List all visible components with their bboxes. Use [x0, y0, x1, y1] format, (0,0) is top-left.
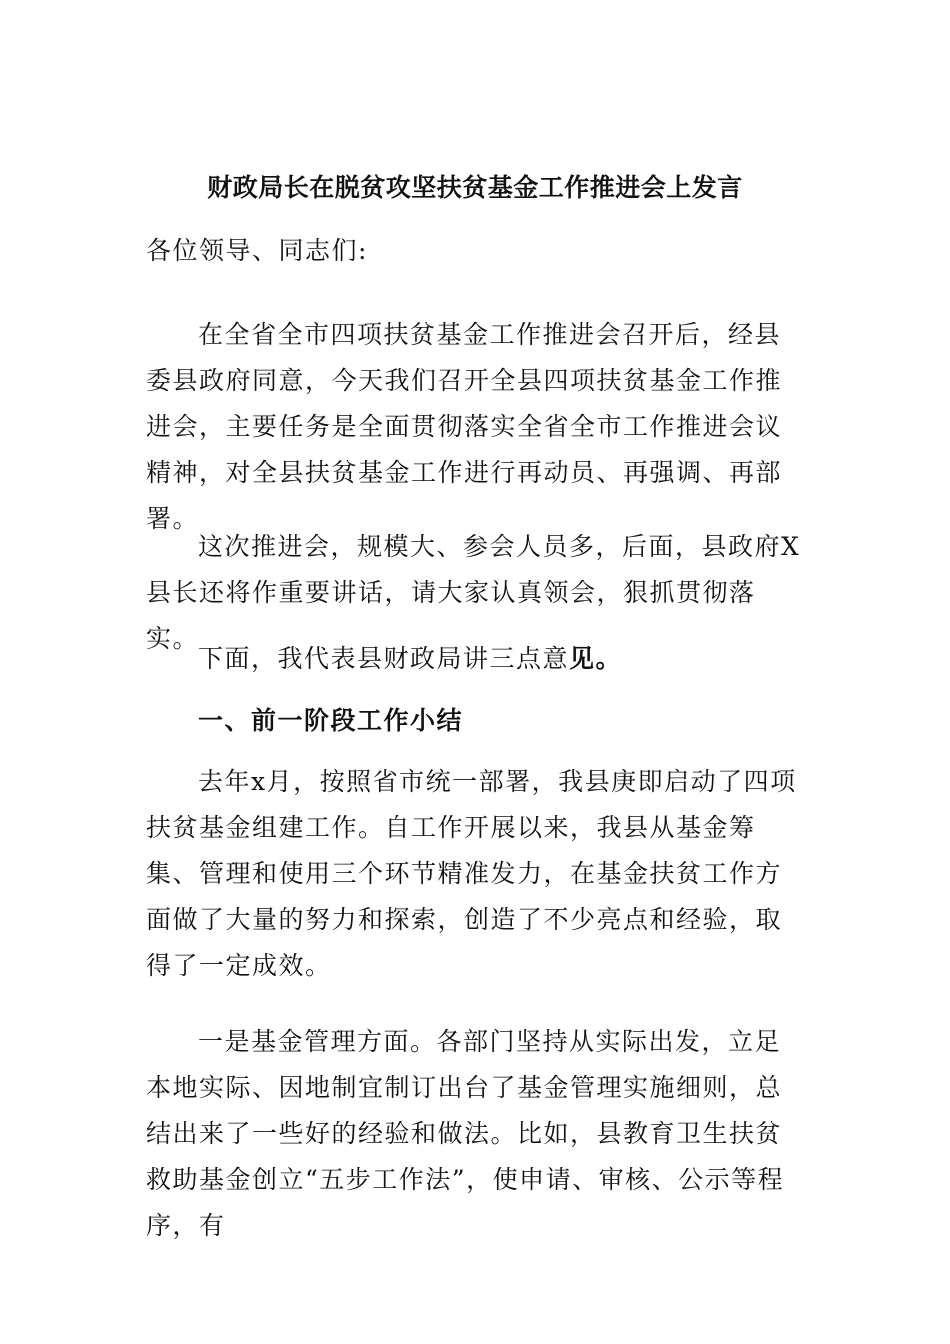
paragraph-fund-management: 一是基金管理方面。各部门坚持从实际出发，立足本地实际、因地制宜制订出台了基金管理实施细则，总结出来了一些好的经验和做法。比如，县教育卫生扶贫救助基金创立“五步工作法”，使申请、审核、公示等程序，有: [146, 1027, 785, 1240]
document-title: 财政局长在脱贫攻坚扶贫基金工作推进会上发言: [207, 173, 743, 202]
paragraph-intro: 在全省全市四项扶贫基金工作推进会召开后，经县委县政府同意，今天我们召开全县四项扶贫基金工作推进会，主要任务是全面贯彻落实全省全市工作推进会议精神，对全县扶贫基金工作进行再动员、再强调、再部署。: [146, 320, 783, 533]
paragraph-summary: 去年x月，按照省市统一部署，我县庚即启动了四项扶贫基金组建工作。自工作开展以来，我县从基金筹集、管理和使用三个环节精准发力，在基金扶贫工作方面做了大量的努力和探索，创造了不少亮点和经验，取得了一定成效。: [146, 767, 797, 980]
paragraph-three-points-main: 下面，我代表县财政局讲三点意: [198, 644, 570, 673]
paragraph-three-points-tail: 见。: [569, 644, 623, 673]
paragraph-three-points: [146, 636, 806, 682]
salutation: 各位领导、同志们:: [146, 236, 368, 265]
section-heading-summary: 一、前一阶段工作小结: [198, 706, 464, 735]
paragraph-meeting-scale: 这次推进会，规模大、参会人员多，后面，县政府X县长还将作重要讲话，请大家认真领会，狠抓贯彻落实。: [146, 532, 801, 653]
